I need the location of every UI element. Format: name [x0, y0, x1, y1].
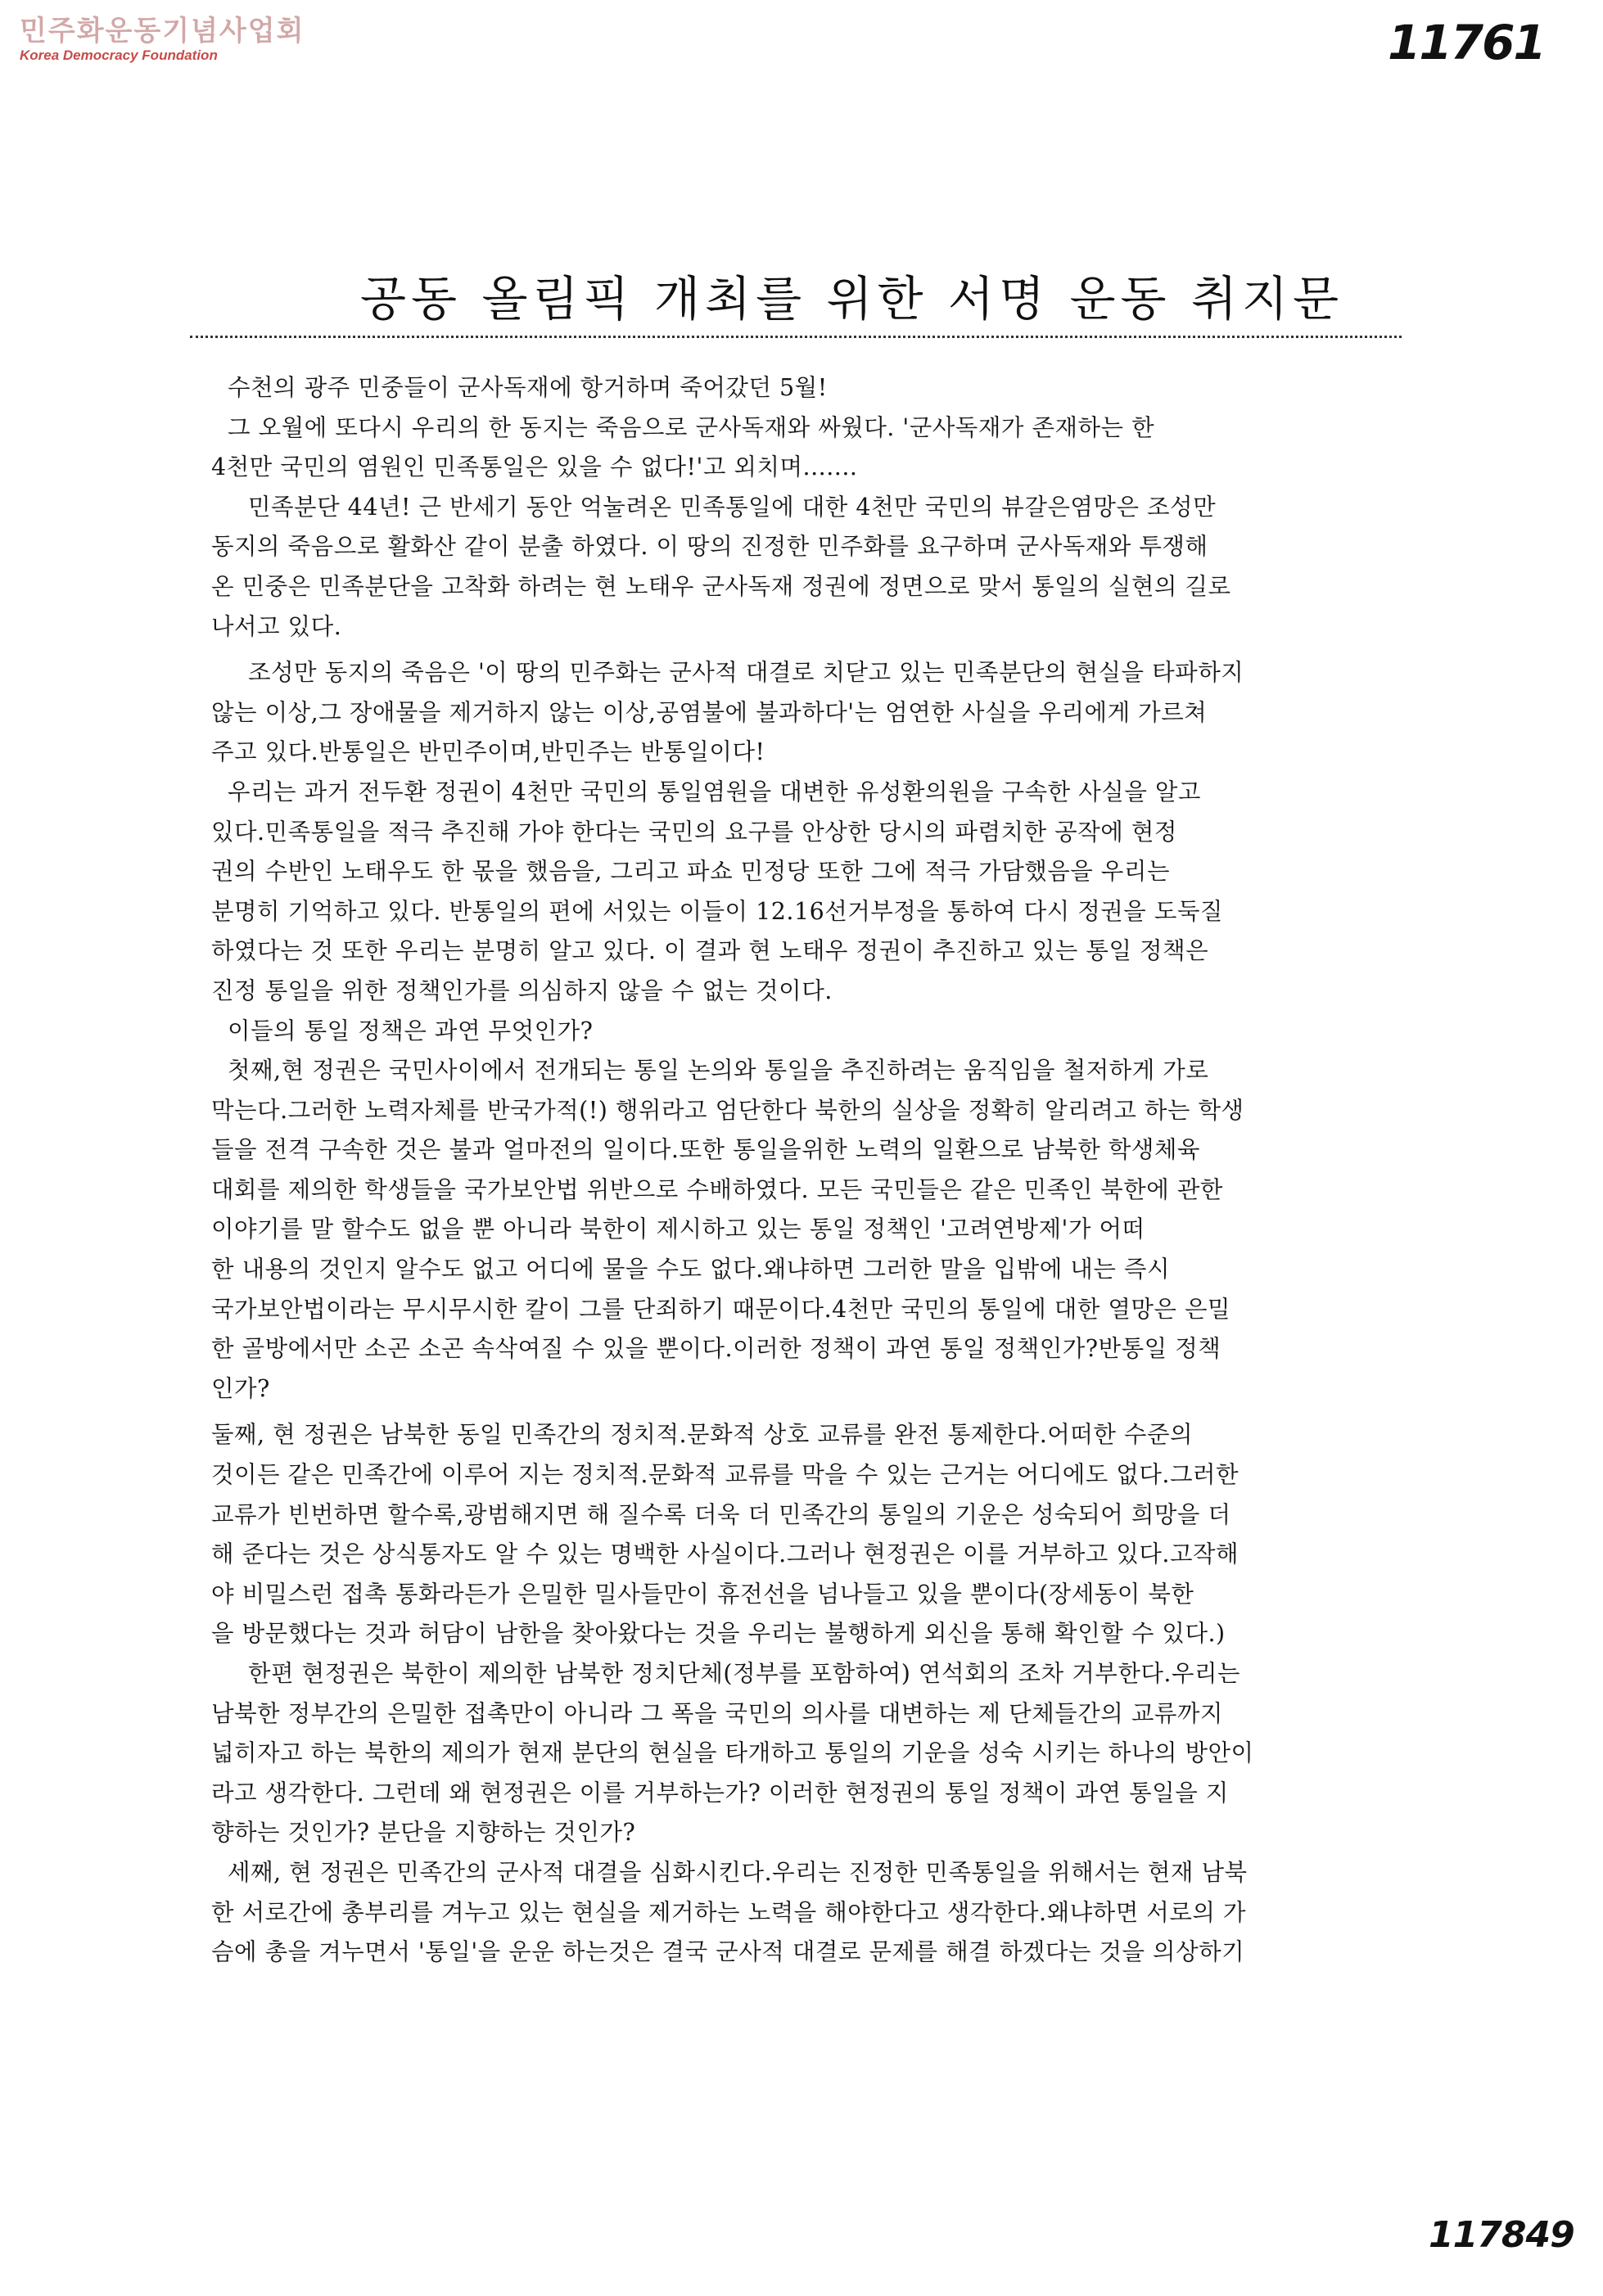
body-text: [211, 368, 1398, 1973]
body-line: 해 준다는 것은 상식통자도 알 수 있는 명백한 사실이다.그러나 현정권은 이를 거부하고 있다.고작해: [211, 1540, 1240, 1568]
body-line: 막는다.그러한 노력자체를 반국가적(!) 행위라고 엄단한다 북한의 실상을 정확히 알리려고 하는 학생: [211, 1096, 1244, 1124]
body-line: 라고 생각한다. 그런데 왜 현정권은 이를 거부하는가? 이러한 현정권의 통일 정책이 과연 통일을 지: [211, 1779, 1229, 1807]
document-title: 공동 올림픽 개최를 위한 서명 운동 취지문: [360, 271, 1344, 327]
title-divider: [190, 336, 1402, 338]
body-line: 그 오월에 또다시 우리의 한 동지는 죽음으로 군사독재와 싸웠다. '군사독재가 존재하는 한: [228, 413, 1155, 441]
body-line: 4천만 국민의 염원인 민족통일은 있을 수 없다!'고 외치며.......: [211, 453, 858, 481]
body-line: 권의 수반인 노태우도 한 몫을 했음을, 그리고 파쇼 민정당 또한 그에 적극 가담했음을 우리는: [211, 858, 1170, 886]
watermark-korean: 민주화운동기념사업회: [20, 15, 305, 47]
body-line: 않는 이상,그 장애물을 제거하지 않는 이상,공염불에 불과하다'는 엄연한 사실을 우리에게 가르쳐: [211, 698, 1208, 726]
body-line: 진정 통일을 위한 정책인가를 의심하지 않을 수 없는 것이다.: [211, 977, 833, 1004]
body-line: 것이든 같은 민족간에 이루어 지는 정치적.문화적 교류를 막을 수 있는 근거는 어디에도 없다.그러한: [211, 1461, 1240, 1489]
body-line: 인가?: [211, 1374, 270, 1402]
body-line: 한편 현정권은 북한이 제의한 남북한 정치단체(정부를 포함하여) 연석회의 조차 거부한다.우리는: [248, 1660, 1241, 1687]
body-line: 대회를 제의한 학생들을 국가보안법 위반으로 수배하였다. 모든 국민들은 같은 민족인 북한에 관한: [211, 1175, 1223, 1203]
body-line: 세째, 현 정권은 민족간의 군사적 대결을 심화시킨다.우리는 진정한 민족통일을 위해서는 현재 남북: [228, 1858, 1248, 1886]
body-line: 주고 있다.반통일은 반민주이며,반민주는 반통일이다!: [211, 738, 765, 766]
body-line: 있다.민족통일을 적극 추진해 가야 한다는 국민의 요구를 안상한 당시의 파렴치한 공작에 현정: [211, 818, 1177, 846]
document-number-top: 11761: [1388, 15, 1545, 70]
body-line: 동지의 죽음으로 활화산 같이 분출 하였다. 이 땅의 진정한 민주화를 요구하며 군사독재와 투쟁해: [211, 533, 1208, 561]
body-line: 한 서로간에 총부리를 겨누고 있는 현실을 제거하는 노력을 해야한다고 생각한다.왜냐하면 서로의 가: [211, 1898, 1246, 1926]
body-line: 수천의 광주 민중들이 군사독재에 항거하며 죽어갔던 5월!: [228, 374, 828, 401]
body-line: 향하는 것인가? 분단을 지향하는 것인가?: [211, 1819, 636, 1847]
document-number-bottom: 117849: [1429, 2214, 1574, 2256]
body-line: 온 민중은 민족분단을 고착화 하려는 현 노태우 군사독재 정권에 정면으로 맞서 통일의 실현의 길로: [211, 572, 1231, 600]
body-line: 조성만 동지의 죽음은 '이 땅의 민주화는 군사적 대결로 치닫고 있는 민족분단의 현실을 타파하지: [248, 659, 1244, 687]
foundation-watermark: [20, 15, 305, 64]
body-line: 둘째, 현 정권은 남북한 동일 민족간의 정치적.문화적 상호 교류를 완전 통제한다.어떠한 수준의: [211, 1421, 1194, 1449]
body-line: 한 골방에서만 소곤 소곤 속삭여질 수 있을 뿐이다.이러한 정책이 과연 통일 정책인가?반통일 정책: [211, 1335, 1221, 1363]
body-line: 첫째,현 정권은 국민사이에서 전개되는 통일 논의와 통일을 추진하려는 움직임을 철저하게 가로: [228, 1057, 1209, 1085]
body-line: 민족분단 44년! 근 반세기 동안 억눌려온 민족통일에 대한 4천만 국민의 뷰갈은염망은 조성만: [248, 493, 1217, 521]
body-line: 우리는 과거 전두환 정권이 4천만 국민의 통일염원을 대변한 유성환의원을 구속한 사실을 알고: [228, 778, 1201, 805]
body-line: 이들의 통일 정책은 과연 무엇인가?: [228, 1017, 594, 1044]
body-line: 들을 전격 구속한 것은 불과 얼마전의 일이다.또한 통일을위한 노력의 일환으로 남북한 학생체육: [211, 1136, 1200, 1164]
body-line: 국가보안법이라는 무시무시한 칼이 그를 단죄하기 때문이다.4천만 국민의 통일에 대한 열망은 은밀: [211, 1295, 1231, 1323]
body-line: 넓히자고 하는 북한의 제의가 현재 분단의 현실을 타개하고 통일의 기운을 성숙 시키는 하나의 방안이: [211, 1739, 1254, 1767]
body-line: 한 내용의 것인지 알수도 없고 어디에 물을 수도 없다.왜냐하면 그러한 말을 입밖에 내는 즉시: [211, 1256, 1170, 1283]
body-line: 이야기를 말 할수도 없을 뿐 아니라 북한이 제시하고 있는 통일 정책인 '고려연방제'가 어떠: [211, 1216, 1145, 1243]
body-line: 을 방문했다는 것과 허담이 남한을 찾아왔다는 것을 우리는 불행하게 외신을 통해 확인할 수 있다.): [211, 1620, 1226, 1648]
body-line: 나서고 있다.: [211, 612, 342, 640]
body-line: 남북한 정부간의 은밀한 접촉만이 아니라 그 폭을 국민의 의사를 대변하는 제 단체들간의 교류까지: [211, 1699, 1223, 1727]
body-line: 하였다는 것 또한 우리는 분명히 알고 있다. 이 결과 현 노태우 정권이 추진하고 있는 통일 정책은: [211, 937, 1209, 965]
body-line: 교류가 빈번하면 할수록,광범해지면 해 질수록 더욱 더 민족간의 통일의 기운은 성숙되어 희망을 더: [211, 1500, 1231, 1528]
body-line: 분명히 기억하고 있다. 반통일의 편에 서있는 이들이 12.16선거부정을 통하여 다시 정권을 도둑질: [211, 897, 1223, 925]
body-line: 슴에 총을 겨누면서 '통일'을 운운 하는것은 결국 군사적 대결로 문제를 해결 하겠다는 것을 의상하기: [211, 1938, 1245, 1966]
watermark-english: Korea Democracy Foundation: [20, 47, 218, 63]
body-line: 야 비밀스런 접촉 통화라든가 은밀한 밀사들만이 휴전선을 넘나들고 있을 뿐이다(장세동이 북한: [211, 1580, 1194, 1608]
